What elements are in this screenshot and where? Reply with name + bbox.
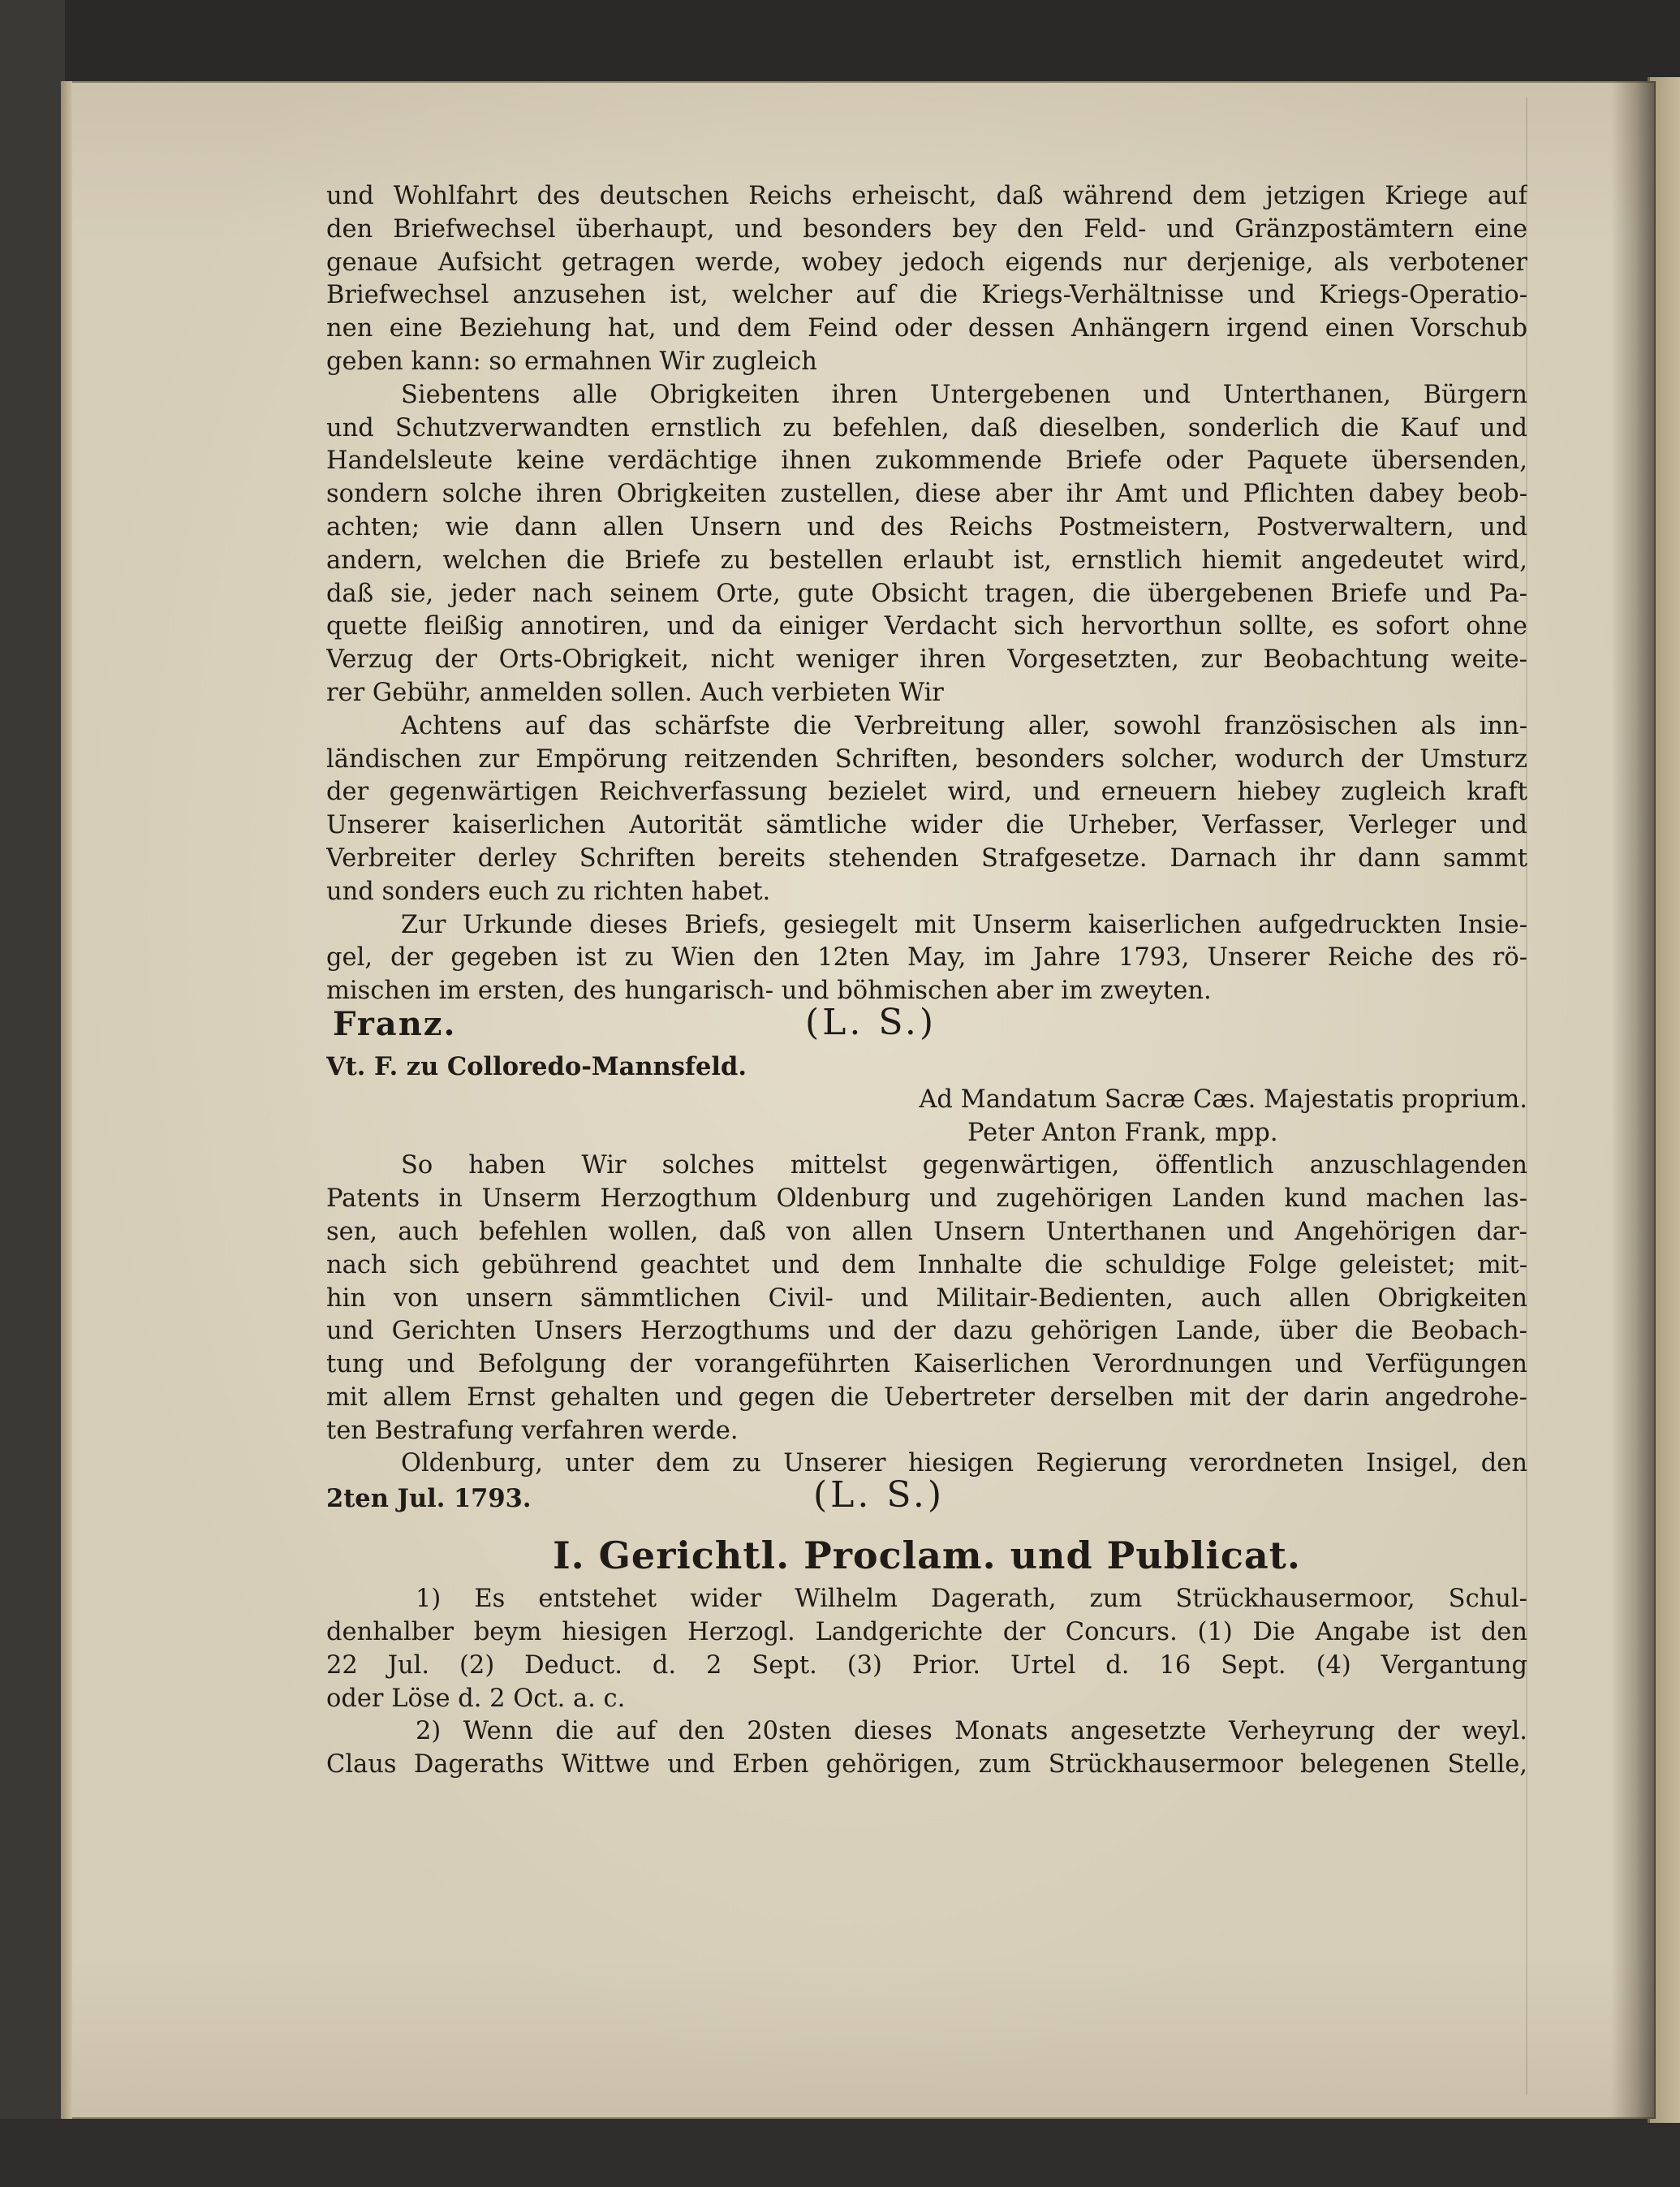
paragraph-proclam-2 [326,1715,1527,1782]
text-line: Briefwechsel anzusehen ist, welcher auf die Kriegs-Verhältnisse und Kriegs-Operatio- [326,281,1527,310]
text-line: genaue Aufsicht getragen werde, wobey jedoch eigends nur derjenige, als verbotener [326,248,1527,277]
text-line: tung und Befolgung der vorangeführten Kaiserlichen Verordnungen und Verfügungen [326,1350,1527,1379]
text-line: 2) Wenn die auf den 20sten dieses Monats angesetzte Verheyrung der weyl. [416,1717,1527,1746]
text-line: den Briefwechsel überhaupt, und besonders bey den Feld- und Gränzpostämtern eine [326,214,1527,244]
date-row [326,1474,1527,1523]
paragraph-siebentens [326,379,1527,710]
seal-mark: (L. S.) [805,1001,937,1043]
text-line: nen eine Beziehung hat, und dem Feind oder dessen Anhängern irgend einen Vorschub [326,314,1527,343]
mandate-line: Ad Mandatum Sacræ Cæs. Majestatis proprium. [919,1085,1527,1114]
page-edge [61,81,72,2119]
text-line: ländischen zur Empörung reitzenden Schriften, besonders solcher, wodurch der Umsturz [326,744,1527,774]
text-line: geben kann: so ermahnen Wir zugleich [326,347,817,376]
paragraph-proclam-1 [326,1583,1527,1715]
paragraph-continuation [326,180,1527,379]
scan-background [0,0,65,2187]
text-line: mischen im ersten, des hungarisch- und böhmischen aber im zweyten. [326,977,1212,1006]
text-line: oder Löse d. 2 Oct. a. c. [326,1684,626,1713]
text-line: hin von unsern sämmtlichen Civil- und Militair-Bedienten, auch allen Obrigkeiten [326,1283,1527,1313]
seal-mark-2: (L. S.) [813,1474,946,1516]
secretary-line: Peter Anton Frank, mpp. [967,1118,1278,1147]
text-line: achten; wie dann allen Unsern und des Reichs Postmeistern, Postverwaltern, und [326,512,1527,541]
text-line: Verbreiter derley Schriften bereits stehenden Strafgesetze. Darnach ihr dann sammt [326,843,1527,873]
text-line: der gegenwärtigen Reichverfassung bezielet wird, und erneuern hiebey zugleich kraft [326,778,1527,807]
text-line: andern, welchen die Briefe zu bestellen erlaubt ist, ernstlich hiemit angedeutet wird, [326,546,1527,575]
text-line: und Wohlfahrt des deutschen Reichs erheischt, daß während dem jetzigen Kriege auf [326,182,1527,210]
text-line: ten Bestrafung verfahren werde. [326,1416,739,1445]
text-line: Verzug der Orts-Obrigkeit, nicht weniger ihren Vorgesetzten, zur Beobachtung weite- [326,645,1527,675]
text-line: Handelsleute keine verdächtige ihnen zukommende Briefe oder Paquete übersenden, [326,446,1527,476]
text-line: gel, der gegeben ist zu Wien den 12ten May, im Jahre 1793, Unserer Reiche des rö- [326,943,1527,973]
text-line: Siebentens alle Obrigkeiten ihren Untergebenen und Unterthanen, Bürgern [401,380,1527,409]
countersignature: Vt. F. zu Colloredo-Mannsfeld. [326,1051,747,1081]
section-heading: I. Gerichtl. Proclam. und Publicat. [553,1533,1301,1578]
text-line: und Schutzverwandten ernstlich zu befehlen, daß dieselben, sonderlich die Kauf und [326,413,1527,442]
text-line: und sonders euch zu richten habet. [326,877,771,906]
text-line: nach sich gebührend geachtet und dem Innhalte die schuldige Folge geleistet; mit- [326,1250,1527,1279]
paragraph-urkunde [326,909,1527,1008]
text-line: quette fleißig annotiren, und da einiger Verdacht sich hervorthun sollte, es sofort ohne [326,612,1527,641]
text-line: sondern solche ihren Obrigkeiten zustellen, diese aber ihr Amt und Pflichten dabey beob- [326,480,1527,509]
date-text: 2ten Jul. 1793. [326,1484,532,1514]
text-line: Claus Dageraths Wittwe und Erben gehörigen, zum Strückhausermoor belegenen Stelle, [326,1750,1527,1779]
paragraph-achtens [326,710,1527,909]
text-line: rer Gebühr, anmelden sollen. Auch verbieten Wir [326,678,944,707]
text-line: Zur Urkunde dieses Briefs, gesiegelt mit Unserm kaiserlichen aufgedruckten Insie- [401,910,1527,939]
signature-name: Franz. [333,1004,457,1043]
signature-row [326,1001,1527,1050]
text-line: Unserer kaiserlichen Autorität sämtliche wider die Urheber, Verfasser, Verleger und [326,811,1527,840]
text-line: mit allem Ernst gehalten und gegen die Uebertreter derselben mit der darin angedrohe- [326,1383,1527,1412]
page-text [326,180,1527,1782]
text-line: denhalber beym hiesigen Herzogl. Landgerichte der Concurs. (1) Die Angabe ist den [326,1618,1527,1647]
text-line: 1) Es entstehet wider Wilhelm Dagerath, zum Strückhausermoor, Schul- [416,1585,1527,1614]
text-line: So haben Wir solches mittelst gegenwärtigen, öffentlich anzuschlagenden [401,1151,1527,1180]
scan-background-bottom [0,2119,1680,2187]
paragraph-patent [326,1150,1527,1447]
text-line: und Gerichten Unsers Herzogthums und der dazu gehörigen Lande, über die Beobach- [326,1317,1527,1346]
text-line: Patents in Unserm Herzogthum Oldenburg und zugehörigen Landen kund machen las- [326,1184,1527,1214]
text-line: daß sie, jeder nach seinem Orte, gute Obsicht tragen, die übergebenen Briefe und Pa- [326,579,1527,608]
text-line: Achtens auf das schärfste die Verbreitung aller, sowohl französischen als inn- [401,711,1527,740]
text-line: 22 Jul. (2) Deduct. d. 2 Sept. (3) Prior. Urtel d. 16 Sept. (4) Vergantung [326,1650,1527,1680]
place-line: Oldenburg, unter dem zu Unserer hiesigen Regierung verordneten Insigel, den [401,1449,1527,1478]
book-gutter [1611,81,1656,2119]
text-line: sen, auch befehlen wollen, daß von allen Unsern Unterthanen und Angehörigen dar- [326,1217,1527,1246]
